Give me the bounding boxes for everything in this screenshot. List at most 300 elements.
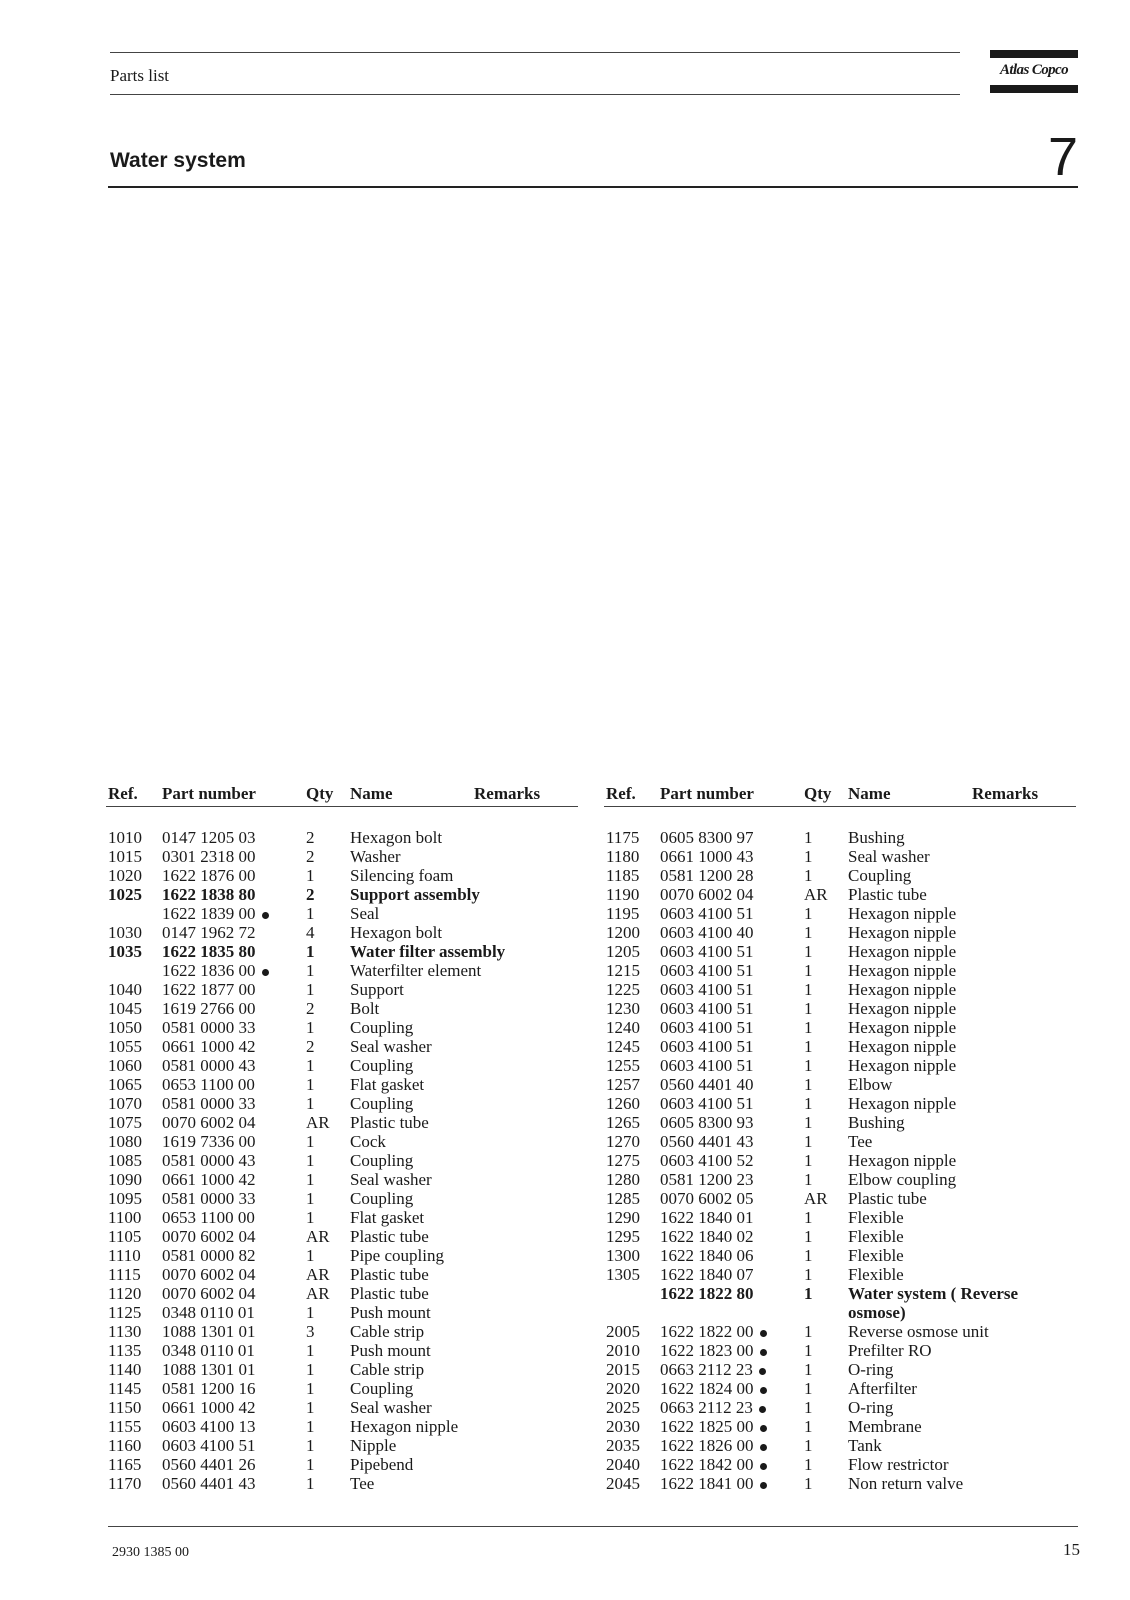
part-number-cell [162,1094,256,1113]
part-number-cell [660,1341,767,1360]
name-cell-text: Flexible [848,1246,904,1265]
ref-cell [606,904,639,923]
part-number-cell [660,1208,754,1227]
ref-cell [108,1322,141,1341]
name-cell [350,1018,580,1037]
ref-cell [606,866,639,885]
qty-cell [804,1227,813,1246]
name-cell-text: Push mount [350,1341,431,1360]
name-cell-text: Plastic tube [848,885,927,904]
table-row [606,1417,1080,1436]
name-cell-text: Water filter assembly [350,942,506,961]
ref-cell-text: 1105 [108,1227,142,1246]
bullet-icon [760,1330,767,1337]
qty-cell [306,1094,315,1113]
part-number-cell-text: 0603 4100 51 [660,942,754,961]
ref-cell [606,1018,640,1037]
part-number-cell [162,1037,256,1056]
ref-cell [108,1094,142,1113]
part-number-cell [162,1056,256,1075]
part-number-cell-text: 0070 6002 04 [162,1227,256,1246]
qty-cell [306,1379,315,1398]
part-number-cell-text: 0653 1100 00 [162,1208,255,1227]
part-number-cell-text: 1622 1840 01 [660,1208,754,1227]
name-cell [350,1417,580,1436]
name-cell-text: Coupling [350,1056,414,1075]
ref-cell [606,1398,640,1417]
ref-cell-text: 1255 [606,1056,640,1075]
ref-cell-text: 1110 [108,1246,141,1265]
name-cell-text: Coupling [350,1151,414,1170]
qty-cell-text: 1 [804,1113,813,1132]
part-number-cell-text: 1622 1842 00 [660,1455,754,1474]
name-cell [350,1360,580,1379]
qty-cell-text: 1 [306,1075,315,1094]
name-cell [350,1474,580,1493]
table-row [108,1113,582,1132]
part-number-cell-text: 0603 4100 13 [162,1417,256,1436]
qty-cell [804,1094,813,1113]
name-cell [350,1455,580,1474]
col-remarks: Remarks [972,784,1039,803]
table-body [108,828,582,1493]
part-number-cell [660,1094,754,1113]
name-cell [848,1265,1078,1284]
qty-cell [804,828,813,847]
qty-cell-text: 4 [306,923,315,942]
part-number-cell-text: 0070 6002 04 [162,1113,256,1132]
table-row [108,1075,582,1094]
part-number-cell [660,1436,767,1455]
ref-cell [108,980,142,999]
ref-cell [108,1113,142,1132]
bullet-icon [760,1425,767,1432]
name-cell [848,1284,1078,1322]
name-cell [350,1056,580,1075]
ref-cell-text: 2025 [606,1398,640,1417]
part-number-cell [660,1474,767,1493]
name-cell-text: Coupling [350,1018,414,1037]
part-number-cell-text: 1622 1841 00 [660,1474,754,1493]
part-number-cell-text: 0070 6002 04 [162,1284,256,1303]
part-number-cell-text: 1622 1840 07 [660,1265,754,1284]
name-cell-text: Elbow coupling [848,1170,957,1189]
name-cell-text: Tee [350,1474,375,1493]
qty-cell [306,828,315,847]
name-cell-text: Tank [848,1436,882,1455]
part-number-cell-text: 0301 2318 00 [162,847,256,866]
part-number-cell [162,1018,256,1037]
name-cell [848,1189,1078,1208]
qty-cell [804,1018,813,1037]
name-cell-text: Seal washer [848,847,930,866]
name-cell [350,1132,580,1151]
qty-cell-text: 2 [306,1037,315,1056]
table-row [108,1018,582,1037]
name-cell [848,1132,1078,1151]
ref-cell [108,1227,141,1246]
name-cell [848,923,1078,942]
qty-cell-text: 1 [804,1265,813,1284]
table-row [606,999,1080,1018]
name-cell [350,1379,580,1398]
ref-cell [108,1379,141,1398]
qty-cell [306,1113,330,1132]
ref-cell [606,1132,640,1151]
table-row [606,1151,1080,1170]
part-number-cell [660,1322,767,1341]
ref-cell-text: 1095 [108,1189,142,1208]
ref-cell-text: 1285 [606,1189,640,1208]
name-cell-text: Seal washer [350,1037,432,1056]
part-number-cell-text: 1622 1825 00 [660,1417,754,1436]
name-cell [350,1075,580,1094]
table-body [606,828,1080,1493]
qty-cell [306,1474,315,1493]
name-cell-text: Tee [848,1132,873,1151]
ref-cell [108,885,142,904]
ref-cell [108,999,142,1018]
name-cell-text: Plastic tube [848,1189,927,1208]
qty-cell-text: 1 [306,866,315,885]
qty-cell [306,1189,315,1208]
table-row [108,1474,582,1493]
table-row [606,1170,1080,1189]
ref-cell-text: 1165 [108,1455,142,1474]
qty-cell [306,1436,315,1455]
name-cell-text: Membrane [848,1417,922,1436]
part-number-cell-text: 0603 4100 51 [660,1037,754,1056]
qty-cell [804,1151,813,1170]
table-row [606,1227,1080,1246]
part-number-cell-text: 0581 0000 33 [162,1094,256,1113]
qty-cell-text: AR [306,1284,330,1303]
qty-cell-text: 1 [804,1094,813,1113]
name-cell-text: Plastic tube [350,1265,429,1284]
ref-cell-text: 1055 [108,1037,142,1056]
ref-cell-text: 1257 [606,1075,640,1094]
part-number-cell-text: 0603 4100 51 [660,980,754,999]
name-cell [848,1436,1078,1455]
ref-cell [108,1056,142,1075]
ref-cell-text: 1075 [108,1113,142,1132]
name-cell [848,980,1078,999]
header-bottom-rule [110,94,960,95]
part-number-cell [660,1417,767,1436]
bullet-icon [760,1444,767,1451]
name-cell [848,1227,1078,1246]
part-number-cell-text: 0661 1000 42 [162,1398,256,1417]
qty-cell [306,866,315,885]
ref-cell-text: 1120 [108,1284,142,1303]
part-number-cell-text: 0603 4100 51 [660,904,754,923]
ref-cell [606,1322,640,1341]
footer-rule [108,1526,1078,1527]
qty-cell [306,1056,315,1075]
ref-cell-text: 2015 [606,1360,640,1379]
table-row [606,1265,1080,1284]
table-row [606,1341,1080,1360]
qty-cell-text: 1 [804,1284,813,1303]
col-qty: Qty [804,784,832,803]
ref-cell [606,847,639,866]
qty-cell-text: 1 [306,1474,315,1493]
name-cell [848,1037,1078,1056]
name-cell [848,1322,1078,1341]
name-cell [848,1398,1078,1417]
name-cell-text: Coupling [350,1094,414,1113]
table-row [606,1075,1080,1094]
qty-cell [306,961,315,980]
name-cell-text: Support assembly [350,885,480,904]
name-cell [350,866,580,885]
qty-cell [804,1113,813,1132]
part-number-cell-text: 1622 1823 00 [660,1341,754,1360]
table-row [606,1094,1080,1113]
qty-cell-text: 1 [306,904,315,923]
part-number-cell [162,904,269,923]
qty-cell-text: 1 [804,1474,813,1493]
part-number-cell-text: 0581 1200 28 [660,866,754,885]
name-cell [350,942,580,961]
ref-cell-text: 1155 [108,1417,142,1436]
part-number-cell [162,942,256,961]
qty-cell-text: AR [804,885,828,904]
section-rule [108,186,1078,188]
table-row [108,1322,582,1341]
ref-cell-text: 2010 [606,1341,640,1360]
part-number-cell-text: 0653 1100 00 [162,1075,255,1094]
qty-cell [306,1037,315,1056]
ref-cell [108,1455,141,1474]
qty-cell-text: 1 [306,1246,315,1265]
col-qty: Qty [306,784,334,803]
name-cell-text: Cock [350,1132,386,1151]
part-number-cell [660,1227,754,1246]
table-row [108,866,582,885]
table-row [108,1227,582,1246]
part-number-cell-text: 0560 4401 43 [162,1474,256,1493]
ref-cell-text: 1145 [108,1379,142,1398]
name-cell-text: Nipple [350,1436,397,1455]
name-cell [350,847,580,866]
qty-cell [804,885,828,904]
name-cell-text: Bushing [848,828,905,847]
qty-cell [306,942,315,961]
table-row [606,1284,1080,1322]
qty-cell-text: 1 [804,1018,813,1037]
ref-cell [606,1056,640,1075]
qty-cell-text: 3 [306,1322,315,1341]
bullet-icon [760,1463,767,1470]
part-number-cell-text: 0147 1205 03 [162,828,256,847]
ref-cell-text: 1040 [108,980,142,999]
qty-cell [306,904,315,923]
table-row [108,999,582,1018]
part-number-cell-text: 0560 4401 26 [162,1455,256,1474]
ref-cell [606,1189,640,1208]
table-row [606,1189,1080,1208]
qty-cell-text: 1 [306,1056,315,1075]
name-cell [848,1151,1078,1170]
table-row [108,1246,582,1265]
qty-cell [306,1455,315,1474]
ref-cell [606,942,640,961]
name-cell-text: Plastic tube [350,1227,429,1246]
name-cell [848,847,1078,866]
part-number-cell-text: 0560 4401 43 [660,1132,754,1151]
part-number-cell [162,1189,256,1208]
qty-cell [804,1360,813,1379]
qty-cell-text: 1 [804,1170,813,1189]
part-number-cell-text: 0663 2112 23 [660,1398,753,1417]
qty-cell [306,1208,315,1227]
table-row [108,1436,582,1455]
qty-cell [306,1151,315,1170]
part-number-cell [162,1455,256,1474]
ref-cell-text: 1295 [606,1227,640,1246]
part-number-cell [660,1455,767,1474]
part-number-cell-text: 1622 1835 80 [162,942,256,961]
name-cell [848,999,1078,1018]
part-number-cell-text: 0605 8300 97 [660,828,754,847]
name-cell-text: Water system ( Reverse osmose) [848,1284,1019,1322]
part-number-cell [660,1151,754,1170]
table-row [606,1018,1080,1037]
table-row [108,1170,582,1189]
qty-cell-text: 1 [804,1075,813,1094]
part-number-cell-text: 0603 4100 52 [660,1151,754,1170]
name-cell [848,1075,1078,1094]
ref-cell-text: 1185 [606,866,640,885]
name-cell-text: Elbow [848,1075,893,1094]
ref-cell-text: 1150 [108,1398,142,1417]
qty-cell-text: 1 [804,1455,813,1474]
table-row [108,1303,582,1322]
part-number-cell [660,1379,767,1398]
table-row [606,1322,1080,1341]
part-number-cell [162,1284,256,1303]
name-cell-text: Cable strip [350,1360,425,1379]
name-cell-text: Hexagon bolt [350,828,443,847]
part-number-cell [660,1113,754,1132]
ref-cell [108,1037,142,1056]
part-number-cell [162,1075,255,1094]
part-number-cell [660,1246,754,1265]
atlas-copco-logo [990,50,1078,93]
table-row [108,1208,582,1227]
name-cell [848,904,1078,923]
name-cell-text: Pipebend [350,1455,414,1474]
name-cell-text: Flat gasket [350,1075,425,1094]
name-cell-text: Coupling [350,1379,414,1398]
part-number-cell [162,999,256,1018]
qty-cell [306,923,315,942]
qty-cell-text: 2 [306,999,315,1018]
part-number-cell-text: 1622 1826 00 [660,1436,754,1455]
name-cell-text: Cable strip [350,1322,425,1341]
part-number-cell-text: 0603 4100 51 [660,961,754,980]
header-title: Parts list [110,66,170,85]
table-row [606,1360,1080,1379]
qty-cell-text: 1 [804,828,813,847]
part-number-cell-text: 1622 1877 00 [162,980,256,999]
part-number-cell [162,980,256,999]
part-number-cell-text: 1088 1301 01 [162,1322,256,1341]
qty-cell [804,1246,813,1265]
part-number-cell [162,885,256,904]
bullet-icon [759,1406,766,1413]
ref-cell-text: 1080 [108,1132,142,1151]
part-number-cell-text: 0603 4100 51 [660,1094,754,1113]
name-cell-text: Hexagon nipple [350,1417,459,1436]
ref-cell-text: 1020 [108,866,142,885]
name-cell [848,1360,1078,1379]
ref-cell [108,1265,141,1284]
part-number-cell-text: 0661 1000 43 [660,847,754,866]
ref-cell [108,1284,141,1303]
ref-cell-text: 1135 [108,1341,142,1360]
qty-cell [306,1322,315,1341]
qty-cell [306,1303,315,1322]
qty-cell-text: 1 [306,1436,315,1455]
ref-cell [606,1227,640,1246]
part-number-cell-text: 0603 4100 40 [660,923,754,942]
name-cell-text: Flat gasket [350,1208,425,1227]
ref-cell [108,1018,142,1037]
table-row [606,828,1080,847]
qty-cell [804,1322,813,1341]
part-number-cell [660,1018,754,1037]
table-row [108,847,582,866]
section-title: Water system [110,149,246,172]
qty-cell-text: 1 [306,1398,315,1417]
part-number-cell-text: 1619 7336 00 [162,1132,256,1151]
ref-cell-text: 1300 [606,1246,640,1265]
part-number-cell-text: 0603 4100 51 [660,1018,754,1037]
table-row [606,1398,1080,1417]
part-number-cell-text: 0147 1962 72 [162,923,256,942]
qty-cell [804,1341,813,1360]
ref-cell-text: 1230 [606,999,640,1018]
qty-cell-text: 2 [306,847,315,866]
name-cell-text: Prefilter RO [848,1341,932,1360]
table-row [606,1455,1080,1474]
part-number-cell-text: 0581 0000 33 [162,1189,256,1208]
ref-cell-text: 1215 [606,961,640,980]
qty-cell-text: 1 [804,1227,813,1246]
part-number-cell [162,961,269,980]
qty-cell-text: 1 [306,980,315,999]
qty-cell-text: AR [306,1265,330,1284]
qty-cell [804,1398,813,1417]
name-cell [350,1341,580,1360]
ref-cell [108,942,142,961]
qty-cell [804,1208,813,1227]
part-number-cell [162,1322,256,1341]
ref-cell-text: 1125 [108,1303,142,1322]
ref-cell-text: 1290 [606,1208,640,1227]
qty-cell [804,980,813,999]
name-cell-text: Afterfilter [848,1379,917,1398]
qty-cell [804,1284,813,1303]
part-number-cell [162,1341,255,1360]
name-cell-text: Washer [350,847,401,866]
part-number-cell [162,1379,256,1398]
qty-cell [306,1265,330,1284]
qty-cell [804,1189,828,1208]
name-cell-text: Hexagon nipple [848,1094,957,1113]
